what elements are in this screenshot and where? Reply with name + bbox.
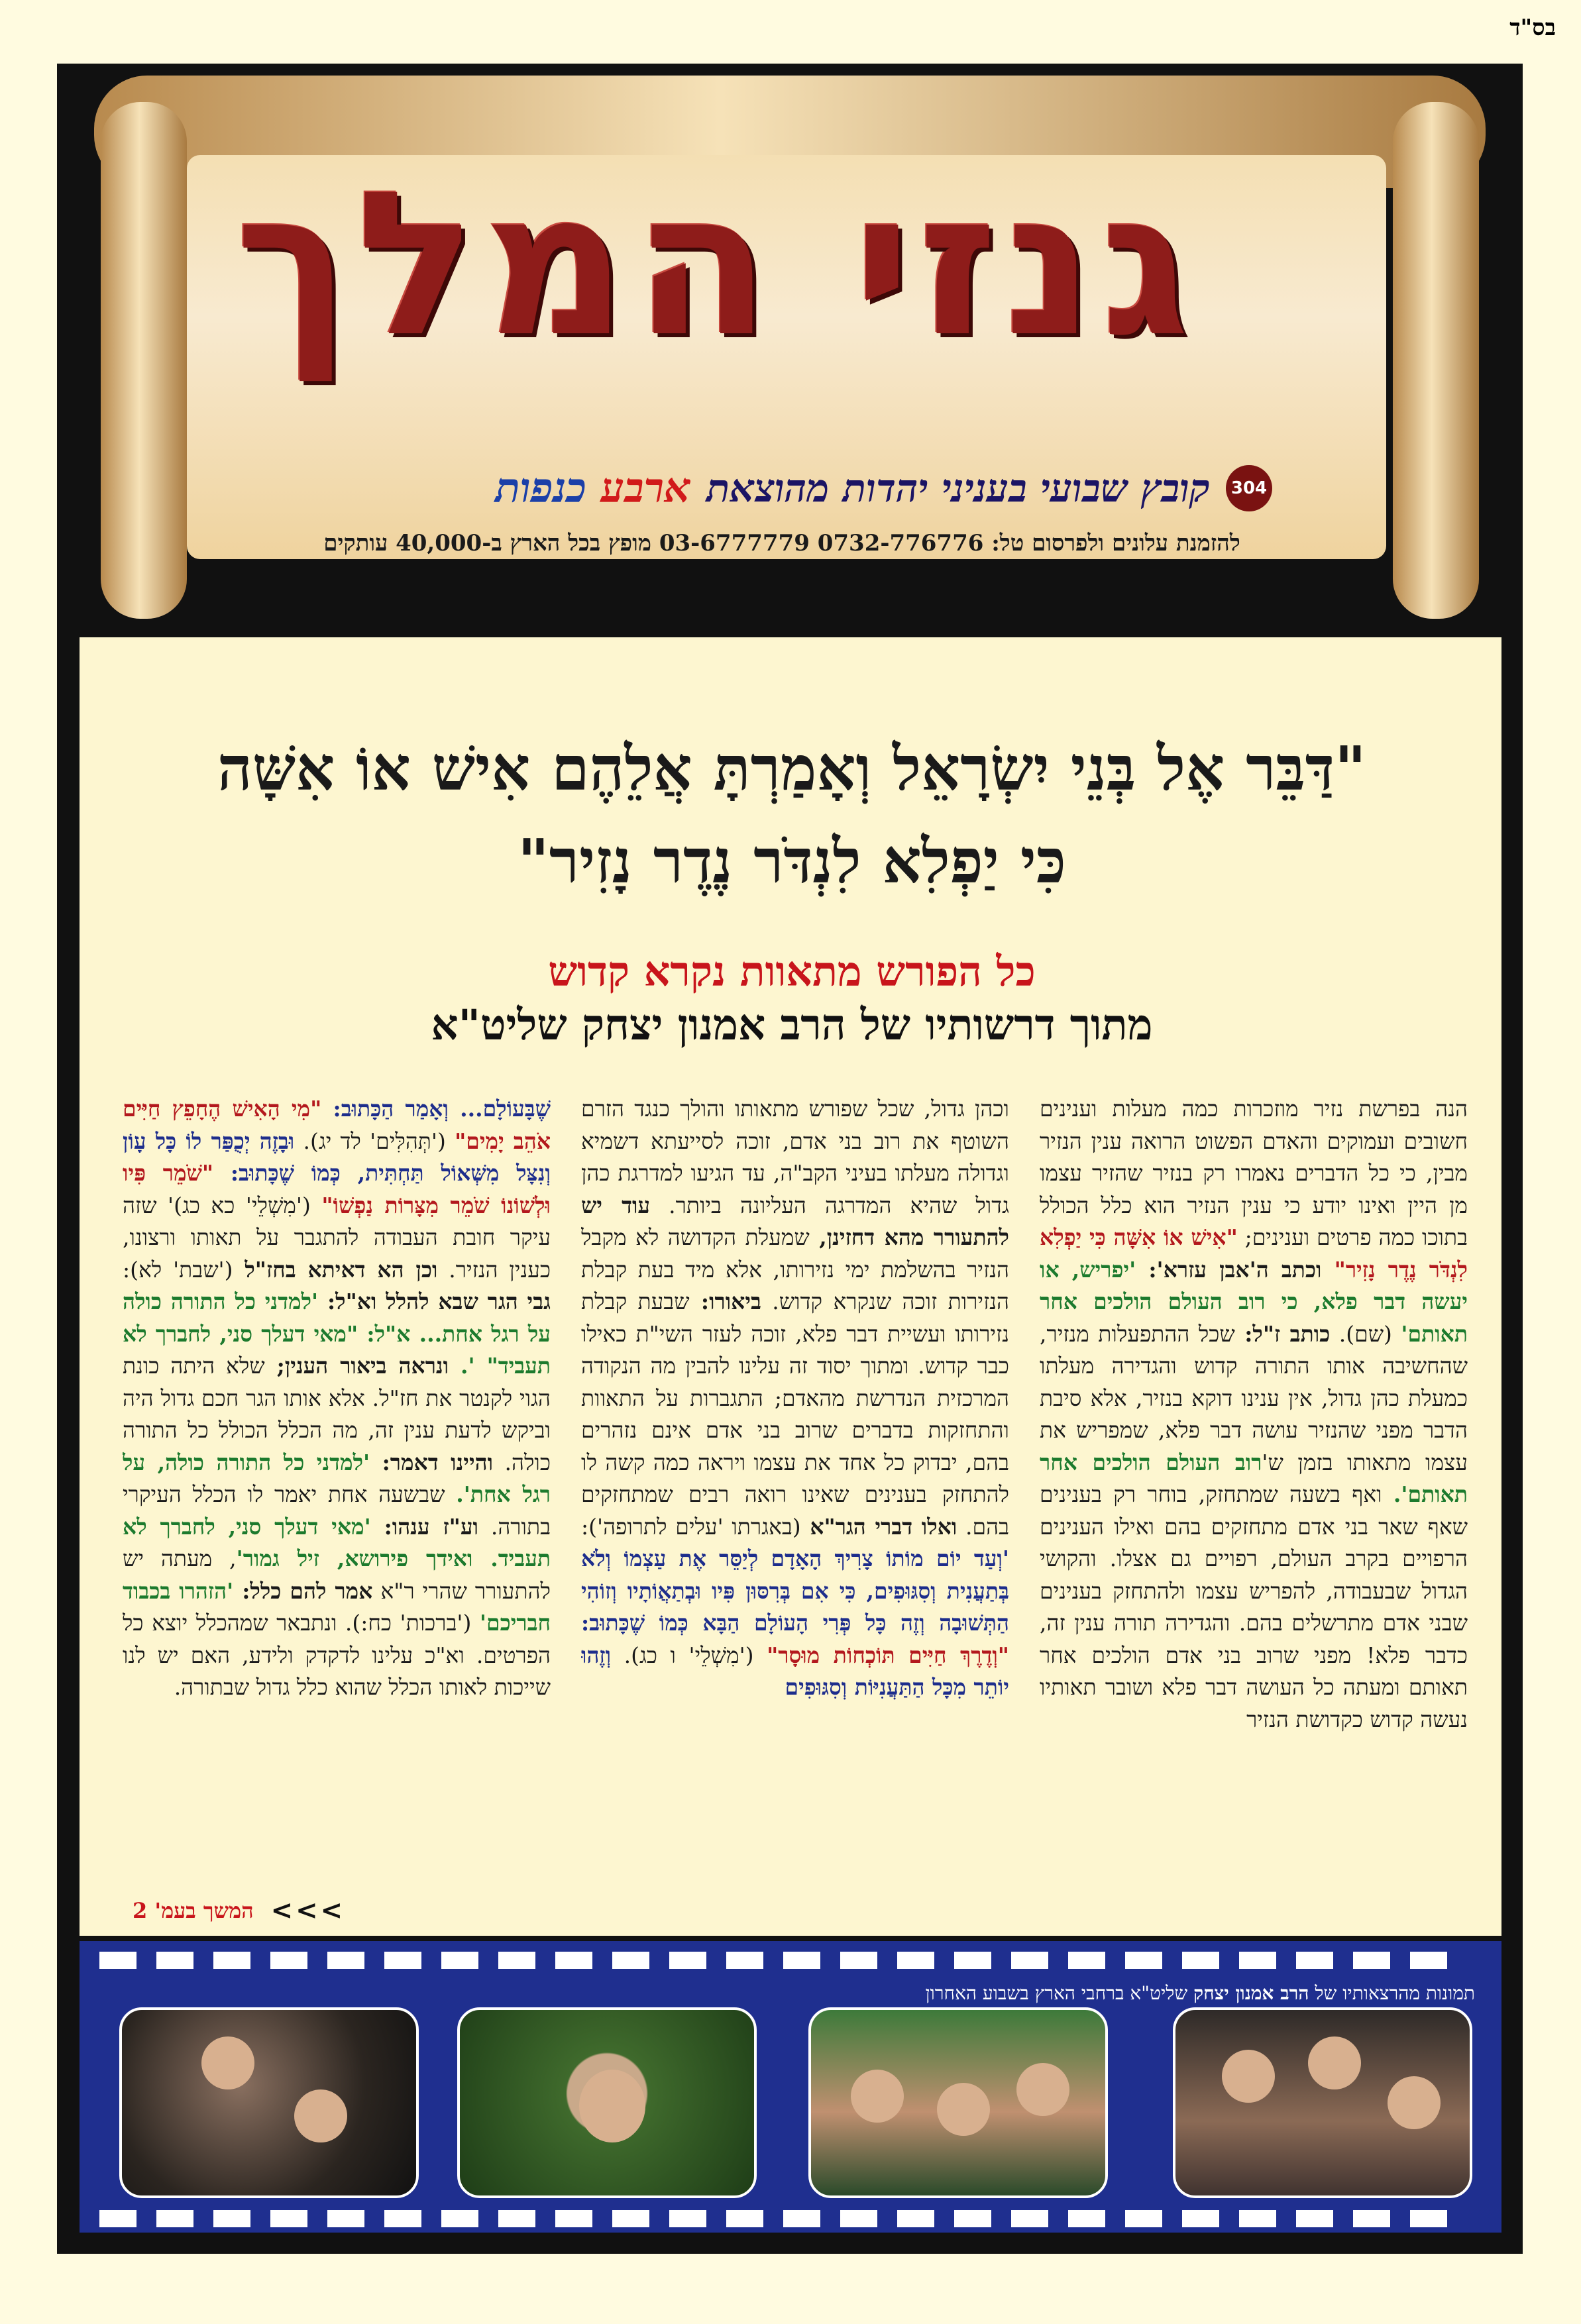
film-hole [1011, 2210, 1048, 2227]
verse-line-1: "דַּבֵּר אֶל בְּנֵי יִשְׂרָאֵל וְאָמַרְתָּ אֲלֵהֶם אִישׁ אוֹ אִשָּׁה [217, 733, 1366, 804]
film-hole [156, 2210, 193, 2227]
article-text-run: והיינו דאמר: [370, 1449, 494, 1475]
masthead-subline [331, 464, 1272, 513]
bsd-mark: בס"ד [1509, 15, 1556, 41]
film-hole [1125, 1952, 1162, 1969]
article-text-run: "וְדֶרֶךְ חַיִּים תּוֹכְחוֹת מוּסָר" [767, 1642, 1009, 1668]
film-hole [1239, 2210, 1276, 2227]
headline-red: כל הפורש מתאוות נקרא קדוש [548, 947, 1036, 996]
film-hole [1353, 1952, 1390, 1969]
continued-text: המשך בעמ' 2 [133, 1897, 254, 1923]
film-hole [213, 1952, 250, 1969]
film-hole [612, 2210, 649, 2227]
film-perforation-bottom [80, 2205, 1501, 2233]
article-text-run: וְזֶהוּ יוֹתֵר מִכָּל הַתַּעֲנִיּוֹת וְסִגּוּפִים [581, 1642, 1009, 1700]
film-hole [213, 2210, 250, 2227]
film-hole [954, 1952, 991, 1969]
article-text-run: כותב ז"ל: [1234, 1320, 1331, 1347]
continued-arrows: >>> [270, 1895, 346, 1926]
photo-crowd-audience [1173, 2007, 1472, 2198]
article-text-run: "אִישׁ אוֹ אִשָּׁה כִּי יַפְלִא לִנְדֹּר נֶדֶר נָזִיר" [1040, 1224, 1468, 1283]
film-hole [156, 1952, 193, 1969]
article-text-run: רוב העולם הולכים אחר תאותם'. [1040, 1449, 1468, 1507]
article-text-run: שמעלת הקדושה לא מקבל הנזיר בהשלמת ימי נזירותו, אלא מיד בעת קבלת הנזירות זוכה שנקרא קדוש. [581, 1224, 1009, 1314]
article-text-run: , מעתה יש להתעורר שהרי ר"א [123, 1546, 551, 1604]
article-text-run: שכל ההתפעלות מנזיר, שהחשיבה אותו התורה קדוש והגדירה מעלתו כמעלת כהן גדול, אין ענינו דוקא בנזיר, אלא סיבת הדבר מפני שהנזיר עושה דבר פלא, שמפריש את עצמו מתאותו בזמן ש' [1040, 1320, 1468, 1475]
film-hole [897, 1952, 934, 1969]
film-hole [897, 2210, 934, 2227]
photo-figure [294, 2089, 347, 2142]
film-hole [1182, 1952, 1219, 1969]
film-hole [1296, 1952, 1333, 1969]
article-text-run: 'וְעַד יוֹם מוֹתוֹ צָרִיךְ הָאָדָם לְיַסֵּר אֶת עַצְמוֹ וְלֹא בְּתַעֲנִית וְסִגּוּפִים, כִּי אִם בְּרִסּוּן פִּיו וּבְתַאֲוֹתָיו וְזוֹהִי הַתְּשׁוּבָה וְזֶה כָּל פְּרִי הָעוֹלָם הַבָּא כְּמוֹ שֶׁכָּתוּב: [581, 1546, 1009, 1636]
publisher-brand [495, 464, 690, 513]
article-text-run: הנה בפרשת נזיר מוזכרות כמה מעלות וענינים חשובים ועמוקים והאדם הפשוט הרואה ענין הנזיר מבין, כי כל הדברים נאמרו רק בנזיר שהזיר עצמו מן היין ואינו יודע כי ענין הנזיר הוא כלל הכולל בתוכו כמה פרטים וענינים; [1040, 1096, 1468, 1250]
article-text-run: שבעת קבלת נזירותו ועשיית דבר פלא, זוכה לעזר השי"ת כאילו כבר קדוש. ומתוך יסוד זה עלינו להבין מה הנקודה המרכזית הנדרשת מהאדם; התגברות על התאוות והתחזקות בדברים שרוב בני אדם אינם נזהרים בהם, יבדוק כל אחד את עצמו ויראה כמה קשה לו להתחזק בענינים שאינו רואה רבים שמתחזקים בהם. [581, 1289, 1009, 1540]
continued-note[interactable] [133, 1895, 345, 1926]
film-hole [840, 1952, 877, 1969]
headline-byline: מתוך דרשותיו של הרב אמנון יצחק שליט"א [431, 1000, 1153, 1050]
film-hole [270, 1952, 307, 1969]
article-text-run: גבי הגר שבא להלל וא"ל: [318, 1289, 551, 1314]
film-hole [327, 1952, 364, 1969]
film-hole [384, 2210, 421, 2227]
article-text-run: וכן הא דאיתא בחז"ל [233, 1256, 438, 1283]
article-text-run: וע"ז ענהו: [370, 1513, 478, 1540]
article-text-run: שבשעה אחת יאמר לו הכלל העיקרי בתורה. [123, 1481, 551, 1540]
film-hole [954, 2210, 991, 2227]
film-hole [1239, 1952, 1276, 1969]
photo-youth-audience [808, 2007, 1108, 2198]
film-hole [555, 1952, 592, 1969]
brand-part-2: כנפות [495, 464, 587, 512]
film-hole [1296, 2210, 1333, 2227]
film-hole [555, 2210, 592, 2227]
film-hole [669, 1952, 706, 1969]
brand-part-1: ארבע [600, 464, 690, 512]
photo-figure [851, 2070, 904, 2123]
article-text-run: ('תְּהִלִּים' לד יג). [294, 1128, 455, 1154]
article-text-run: שֶׁבָּעוֹלָם... וְאָמַר הַכָּתוּב: [321, 1096, 551, 1122]
article-text-run: 'מאי דעלך סני, לחברך לא תעביד. ואידך פירושא, זיל גמור' [123, 1513, 551, 1571]
photo-figure [1388, 2076, 1441, 2129]
film-hole [1182, 2210, 1219, 2227]
issue-number-badge: 304 [1226, 465, 1272, 511]
article-text-run: וכהן גדול, שכל שפורש מתאותו והולך כנגד הזרם השוטף את רוב בני אדם, זוכה לסייעתא דשמיא וגדולה מעלתו בעיני הקב"ה, עד הגיעו למדרגת כהן גדול שהיא המדרגה העליונה ביותר. [581, 1096, 1009, 1218]
article-text-run: ('ברכות' כח:). ונתבאר שמהכלל יוצא כל הפרטים. וא"כ עלינו לדקדק ולידע, האם יש לנו שייכות לאותו הכלל שהוא כלל גדול שבתורה. [123, 1610, 551, 1700]
photo-figure [1016, 2063, 1069, 2116]
verse-line-2: כִּי יַפְלִא לִנְדֹּר נֶדֶר נָזִיר" [517, 825, 1067, 897]
masthead-subtitle: קובץ שבועי בעניני יהדות מהוצאת [706, 466, 1210, 511]
photo-figure [1308, 2036, 1361, 2089]
photo-figure [1222, 2050, 1275, 2103]
film-hole [1410, 2210, 1447, 2227]
photo-rabbi-speaking [457, 2007, 757, 2198]
photo-film-strip [80, 1941, 1501, 2233]
article-text-run: עוד יש להתעורר מהא דחזינן, [581, 1192, 1009, 1250]
film-caption-post: שליט"א ברחבי הארץ בשבוע האחרון [925, 1982, 1194, 2004]
article-text-run: ואלו דברי הגר"א [800, 1513, 957, 1540]
film-perforation-top [80, 1946, 1501, 1974]
film-hole [840, 2210, 877, 2227]
film-hole [1011, 1952, 1048, 1969]
photo-figure [579, 2070, 645, 2142]
film-hole [99, 1952, 136, 1969]
film-hole [384, 1952, 421, 1969]
scroll-right-roll [1393, 102, 1479, 619]
film-caption-pre: תמונות מהרצאותיו של [1309, 1982, 1475, 2004]
film-hole [1068, 1952, 1105, 1969]
article-text-run: וּבָזֶה יְכֻפַּר לוֹ כָּל עָוֹן וְנִצָּל מִשְּׁאוֹל תַּחְתִּית, כְּמוֹ שֶׁכָּתוּב: [123, 1128, 551, 1186]
article-text-run: ('מִשְׁלֵי' כא כג)' שזה עיקר חובת העבודה להתגבר על תאותו ורצונו, כענין הנזיר. [123, 1192, 551, 1283]
film-hole [612, 1952, 649, 1969]
article-text-run: 'למדני כל התורה כולה, על רגל אחת'. [123, 1449, 551, 1507]
article-text-run: "שֹׁמֵר פִּיו וּלְשׁוֹנוֹ שֹׁמֵר מִצָּרוֹת נַפְשׁוֹ" [123, 1160, 551, 1218]
article-text-run: (שם). [1330, 1320, 1401, 1347]
photo-lecture-audience [119, 2007, 419, 2198]
film-caption [925, 1982, 1475, 2005]
film-hole [327, 2210, 364, 2227]
article-text-run: 'יפריש, או יעשה דבר פלא, כי רוב העולם הולכים אחר תאותם' [1040, 1256, 1468, 1347]
masthead-title: גנזי המלך [235, 149, 1197, 380]
article-text-run: ('שבת' לא): [123, 1256, 233, 1283]
film-hole [270, 2210, 307, 2227]
film-hole [1353, 2210, 1390, 2227]
film-hole [669, 2210, 706, 2227]
article-column-2 [581, 1093, 1009, 1881]
article-text-run: 'הזהרו בכבוד חבריכם' [123, 1577, 551, 1636]
film-hole [726, 2210, 763, 2227]
contact-line: להזמנת עלונים ולפרסום טל: 0732-776776 03-6777779 מופץ בכל הארץ ב-40,000 עותקים [323, 530, 1240, 556]
article-text-run: אמר להם כלל: [233, 1577, 373, 1604]
film-hole [726, 1952, 763, 1969]
article-column-1 [1040, 1093, 1468, 1881]
article-text-run: ואף בשעה שמתחזק, בוחר רק בענינים שאף שאר בני אדם מתחזקים בהם ואילו הענינים הרפויים בקרב העולם, רפויים גם אצלו. והקושי הגדול שבעבודה, להפריש עצמו ולהתחזק בענינים שבני אדם מתרשלים בהם. והגדירה תורה ענין זה, כדבר פלא! מפני שרוב בני אדם הולכים אחר תאותם ומעתה כל העושה דבר פלא ושובר תאותיו נעשה קדוש כקדושת הנזיר [1040, 1481, 1468, 1732]
photo-figure [201, 2036, 254, 2089]
article-text-run: וכתב ה'אבן עזרא': [1136, 1256, 1335, 1283]
article-text-run: (באגרתו 'עלים לתרופה'): [581, 1513, 801, 1540]
article-text-run: 'למדני כל התורה כולה על רגל אחת... א"ל: "מאי דעלך סני, לחברך לא תעביד" '. [123, 1289, 551, 1379]
photo-figure [937, 2083, 990, 2136]
article-columns [123, 1093, 1468, 1881]
article-text-run: ביאורו: [689, 1289, 761, 1314]
film-caption-name: הרב אמנון יצחק [1193, 1982, 1309, 2004]
article-text-run: ('מִשְׁלֵי' ו כג). [611, 1642, 767, 1668]
article-text-run: ונראה ביאור הענין; [264, 1353, 461, 1379]
article-column-3 [123, 1093, 551, 1881]
film-hole [783, 2210, 820, 2227]
film-hole [1410, 1952, 1447, 1969]
film-hole [1125, 2210, 1162, 2227]
film-hole [498, 1952, 535, 1969]
article-text-run: שלא היתה כונת הגוי לקנטר את חז"ל. אלא אותו הגר חכם גדול היה וביקש לדעת ענין זה, מה הכלל הכולל כל התורה כולה. [123, 1353, 551, 1475]
film-hole [99, 2210, 136, 2227]
film-hole [441, 1952, 478, 1969]
film-hole [441, 2210, 478, 2227]
verse-quote [106, 722, 1478, 908]
article-text-run: "מִי הָאִישׁ הֶחָפֵץ חַיִּים אֹהֵב יָמִים" [123, 1096, 551, 1154]
film-hole [498, 2210, 535, 2227]
film-hole [1068, 2210, 1105, 2227]
film-hole [783, 1952, 820, 1969]
